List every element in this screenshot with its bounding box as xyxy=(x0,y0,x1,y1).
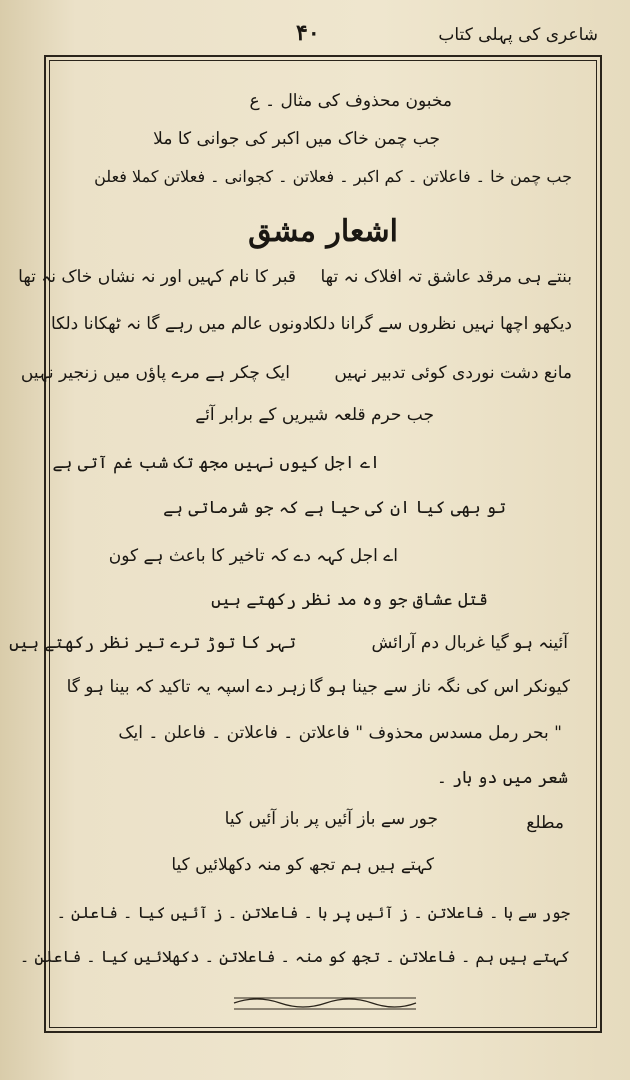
verse-line: تو بھی کیا ان کی حیا ہے کہ جو شرماتی ہے xyxy=(163,498,506,518)
couplet-2-second-line: دونوں عالم میں رہے گا نہ ٹھکانا دلکا xyxy=(50,314,310,334)
scansion-line: کہتے ہیں ہم ۔ فاعلاتن ۔ تجھ کو منہ ۔ فاعلاتن ۔ دکھلائیں کیا ۔ فاعلن ۔ xyxy=(19,947,570,966)
matla-verse-second-line: کہتے ہیں ہم تجھ کو منہ دکھلائیں کیا xyxy=(171,855,434,875)
couplet-3-first-line: مانع دشت نوردی کوئی تدبیر نہیں xyxy=(334,363,572,383)
couplet-3-second-line: ایک چکر ہے مرے پاؤں میں زنجیر نہیں xyxy=(20,363,290,383)
ornamental-divider xyxy=(230,990,420,1016)
scansion-line: جور سے با ۔ فاعلاتن ۔ ز آئیں پر با ۔ فاعلاتن ۔ ز آئیں کیا ۔ فاعلن ۔ xyxy=(56,903,570,922)
couplet-5-first-line: کیونکر اس کی نگہ ناز سے جینا ہو گا xyxy=(309,677,570,697)
page-number: ۴۰ xyxy=(296,20,320,46)
running-head xyxy=(0,14,630,54)
verse-line: اے اجل کہہ دے کہ تاخیر کا باعث ہے کون xyxy=(108,546,398,566)
couplet-5-second-line: زہر دے اسپہ یہ تاکید کہ بینا ہو گا xyxy=(66,677,306,697)
example-heading: مخبون محذوف کی مثال ۔ ع xyxy=(249,91,452,111)
couplet-1-first-line: بنتے ہی مرقد عاشق تہ افلاک نہ تھا xyxy=(320,267,572,287)
meter-description-continued: شعر میں دو بار ۔ xyxy=(436,768,568,788)
couplet-4-first-line: آئینہ ہو گیا غربال دم آرائش xyxy=(371,633,568,653)
couplet-4-second-line: تہر کا توڑ ترے تیر نظر رکھتے ہیں xyxy=(9,633,296,653)
example-verse: جب چمن خاک میں اکبر کی جوانی کا ملا xyxy=(153,129,440,149)
couplet-1-second-line: قبر کا نام کہیں اور نہ نشاں خاک نہ تھا xyxy=(18,267,296,287)
verse-line: جب حرم قلعہ شیریں کے برابر آئے xyxy=(195,405,434,425)
running-title: شاعری کی پہلی کتاب xyxy=(438,25,598,45)
scansion-line: جب چمن خا ۔ فاعلاتن ۔ کم اکبر ۔ فعلاتن ۔ کجوانی ۔ فعلاتن کملا فعلن xyxy=(94,167,572,186)
matla-label: مطلع xyxy=(526,813,564,833)
verse-line: قتل عشاق جو وہ مد نظر رکھتے ہیں xyxy=(211,590,488,610)
couplet-2-first-line: دیکھو اچھا نہیں نظروں سے گرانا دلکا xyxy=(307,314,572,334)
matla-verse-first-line: جور سے باز آئیں پر باز آئیں کیا xyxy=(224,809,438,829)
section-heading: اشعار مشق xyxy=(248,214,398,249)
page-frame-inner xyxy=(49,60,597,1028)
meter-description: " بحر رمل مسدس محذوف " فاعلاتن ۔ فاعلاتن ۔ فاعلن ۔ ایک xyxy=(118,723,562,743)
verse-line: اے اجل کیوں نہیں مجھ تک شب غم آتی ہے xyxy=(52,453,380,473)
